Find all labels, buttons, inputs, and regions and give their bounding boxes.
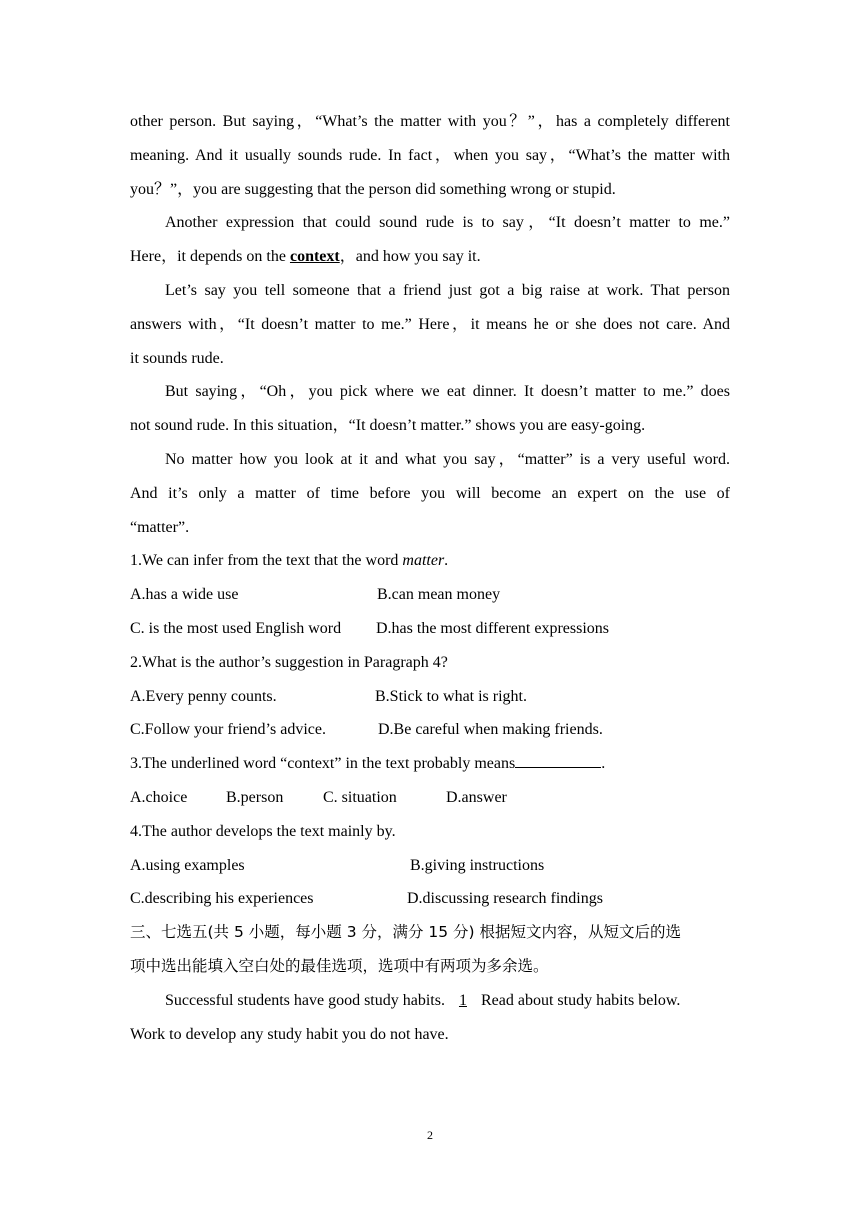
text-line: it sounds rude. [130, 349, 224, 367]
option-row [130, 612, 730, 646]
option-row [130, 578, 730, 612]
text-line [130, 984, 730, 1018]
blank-number: 1 [458, 991, 467, 1009]
option-row [130, 713, 730, 747]
option-b: B.Stick to what is right. [375, 687, 527, 705]
underlined-word-context: context [289, 248, 340, 266]
text-line: meaning. And it usually sounds rude. In fact，when you say，“What’s the matter with [130, 146, 730, 164]
option-d: D.Be careful when making friends. [378, 721, 603, 739]
text-line: Let’s say you tell someone that a friend just got a big raise at work. That person [165, 281, 730, 299]
text-span: 1.We can infer from the text that the word [130, 552, 403, 570]
option-c: C. is the most used English word [130, 619, 342, 637]
italic-word: matter [402, 552, 445, 570]
option-a: A.has a wide use [130, 586, 239, 604]
text-span: ，and how you say it. [339, 248, 481, 266]
text-line: Another expression that could sound rude is to say，“It doesn’t matter to me.” [165, 214, 730, 232]
option-row [130, 882, 730, 916]
question-stem: 2.What is the author’s suggestion in Paragraph 4? [130, 653, 448, 671]
section-heading: 项中选出能填入空白处的最佳选项，选项中有两项为多余选。 [130, 956, 549, 975]
text-span: Read about study habits below. [480, 991, 681, 1009]
text-line: answers with，“It doesn’t matter to me.” Here，it means he or she does not care. And [130, 315, 730, 333]
answer-blank [515, 753, 601, 768]
text-line: But saying，“Oh，you pick where we eat dinner. It doesn’t matter to me.” does [165, 383, 730, 401]
option-row [130, 781, 730, 815]
option-c: C.describing his experiences [130, 890, 314, 908]
option-d: D.answer [446, 788, 507, 806]
option-b: B.giving instructions [410, 856, 545, 874]
text-line: No matter how you look at it and what you say，“matter” is a very useful word. [165, 450, 730, 468]
option-d: D.discussing research findings [407, 890, 603, 908]
text-span: . [444, 552, 449, 570]
option-c: C. situation [323, 788, 397, 806]
option-a: A.Every penny counts. [130, 687, 277, 705]
text-line: And it’s only a matter of time before you will become an expert on the use of [130, 484, 730, 502]
option-b: B.person [226, 788, 284, 806]
text-line: you？”，you are suggesting that the person did something wrong or stupid. [130, 180, 616, 198]
option-a: A.choice [130, 788, 188, 806]
question-stem [130, 544, 730, 578]
option-c: C.Follow your friend’s advice. [130, 721, 326, 739]
text-span: 3.The underlined word “context” in the text probably means [130, 755, 516, 773]
option-a: A.using examples [130, 856, 245, 874]
section-heading: 三、七选五(共 5 小题，每小题 3 分，满分 15 分) 根据短文内容，从短文后的选 [130, 923, 682, 942]
page-number: 2 [427, 1128, 433, 1142]
option-row [130, 849, 730, 883]
text-span: Successful students have good study habits. [165, 991, 445, 1009]
text-line: not sound rude. In this situation，“It doesn’t matter.” shows you are easy-going. [130, 417, 646, 435]
option-b: B.can mean money [377, 586, 501, 604]
question-stem [130, 747, 730, 781]
text-line [130, 240, 730, 274]
question-stem: 4.The author develops the text mainly by. [130, 822, 396, 840]
text-line: Work to develop any study habit you do not have. [130, 1025, 449, 1043]
text-line: other person. But saying，“What’s the matter with you？”，has a completely different [130, 113, 730, 130]
text-span: Here，it depends on the [130, 248, 290, 266]
document-page [130, 105, 730, 1051]
text-line: “matter”. [130, 518, 190, 536]
option-d: D.has the most different expressions [376, 619, 609, 637]
option-row [130, 680, 730, 714]
text-span: . [601, 755, 606, 773]
